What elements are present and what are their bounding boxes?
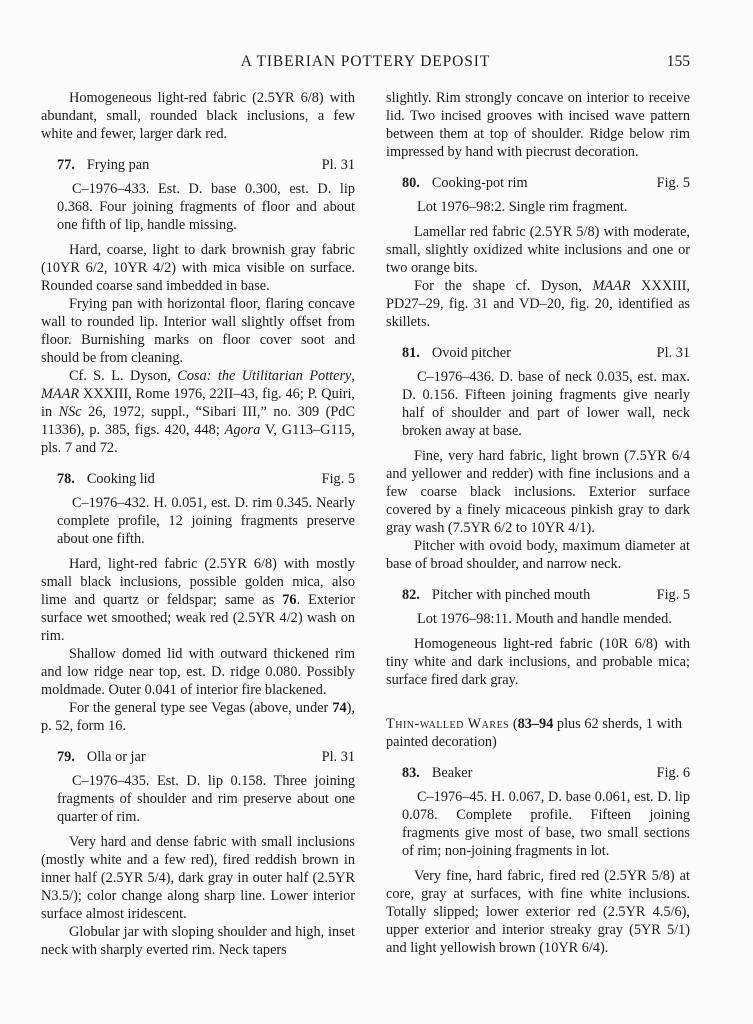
text-segment: 26, 1972, suppl., “Sibari III,” no. 309 (PdC 11336), p. 385, figs. 420, 448; — [41, 404, 355, 438]
entry-number: 78. — [57, 471, 75, 487]
entry-title: Cooking-pot rim — [431, 175, 528, 191]
body-paragraph — [386, 537, 690, 573]
italic-text: MAAR — [592, 278, 631, 294]
page-number: 155 — [666, 53, 690, 70]
text-segment: Frying pan with horizontal floor, flaring concave wall to rounded lip. Interior wall slightly offset from floor. Burnishing marks on floor cover soot and should be from cleaning. — [41, 296, 355, 366]
section-heading — [386, 715, 690, 751]
text-segment: ( — [509, 716, 518, 732]
running-head: A TIBERIAN POTTERY DEPOSIT — [240, 53, 491, 70]
text-segment: XXXIII, PD27–29, fig. 31 and VD–20, fig. 20, identified as skillets. — [386, 278, 691, 330]
catalog-entry-heading — [41, 156, 355, 174]
entry-number: 81. — [402, 345, 420, 361]
text-segment: Globular jar with sloping shoulder and high, inset neck with sharply everted rim. Neck tapers — [41, 924, 355, 958]
bold-text: 76 — [282, 592, 297, 608]
text-column-left — [41, 89, 355, 959]
two-column-text-block — [41, 89, 690, 959]
entry-title: Cooking lid — [86, 471, 155, 487]
text-segment: . Exterior surface wet smoothed; weak red (2.5YR 4/2) wash on rim. — [41, 592, 355, 644]
text-segment: For the shape cf. Dyson, — [414, 278, 593, 294]
catalog-entry-heading — [386, 344, 690, 362]
entry-number: 82. — [402, 587, 420, 603]
text-segment: plus 62 sherds, 1 with painted decoration) — [386, 716, 683, 750]
catalog-description — [402, 198, 690, 216]
text-segment: Lot 1976–98:11. Mouth and handle mended. — [417, 611, 672, 627]
body-paragraph — [41, 241, 355, 295]
catalog-description — [402, 788, 690, 860]
entry-figure-ref: Pl. 31 — [321, 157, 355, 173]
text-segment: Fine, very hard fabric, light brown (7.5YR 6/4 and yellower and redder) with fine inclusions and a few coarse black inclusions. Exterior surface covered by a finely micaceous pinkish gray to dark gray wash (7.5YR 6/2 to 10YR 4/1). — [386, 448, 690, 536]
bold-text: 83–94 — [517, 716, 554, 732]
text-segment: slightly. Rim strongly concave on interior to receive lid. Two incised grooves with incised wave pattern between them at top of shoulder. Ridge below rim impressed by hand with piecrust decoration. — [386, 90, 690, 160]
text-segment: C–1976–433. Est. D. base 0.300, est. D. lip 0.368. Four joining fragments of floor and about one fifth of lip, handle missing. — [57, 181, 355, 233]
catalog-description — [57, 494, 355, 548]
entry-number: 83. — [402, 765, 420, 781]
body-paragraph — [41, 923, 355, 959]
entry-heading-left — [57, 156, 149, 174]
text-segment: ), p. 52, form 16. — [41, 700, 355, 734]
entry-heading-left — [57, 470, 155, 488]
catalog-description — [57, 180, 355, 234]
text-segment: Pitcher with ovoid body, maximum diameter at base of broad shoulder, and narrow neck. — [386, 538, 690, 572]
text-segment: Very hard and dense fabric with small inclusions (mostly white and a few red), fired reddish brown in inner half (2.5YR 5/4), dark gray in outer half (2.5YR N3.5/); color change along sharp line. Lower interior surface almost iridescent. — [41, 834, 355, 922]
body-paragraph — [41, 89, 355, 143]
entry-figure-ref: Fig. 6 — [656, 765, 690, 781]
text-segment: Shallow domed lid with outward thickened rim and low ridge near top, est. D. ridge 0.080. Possibly moldmade. Outer 0.041 of interior fire blackened. — [41, 646, 355, 698]
text-segment: Homogeneous light-red fabric (10R 6/8) with tiny white and dark inclusions, and probable mica; surface fired dark gray. — [386, 636, 690, 688]
body-paragraph — [386, 447, 690, 537]
body-paragraph — [386, 223, 690, 277]
entry-title: Olla or jar — [86, 749, 146, 765]
entry-figure-ref: Pl. 31 — [321, 749, 355, 765]
text-segment: C–1976–432. H. 0.051, est. D. rim 0.345. Nearly complete profile, 12 joining fragments preserve about one fifth. — [57, 495, 355, 547]
italic-text: Cosa: the Utilitarian Pottery — [177, 368, 352, 384]
text-segment: Hard, light-red fabric (2.5YR 6/8) with mostly small black inclusions, possible golden mica, also lime and quartz or feldspar; same as — [41, 556, 355, 608]
text-column-right — [386, 89, 690, 959]
italic-text: MAAR — [41, 386, 80, 402]
catalog-entry-heading — [41, 748, 355, 766]
entry-title: Ovoid pitcher — [431, 345, 511, 361]
italic-text: NSc — [58, 404, 82, 420]
entry-figure-ref: Fig. 5 — [656, 587, 690, 603]
body-paragraph — [386, 635, 690, 689]
entry-title: Pitcher with pinched mouth — [431, 587, 591, 603]
text-segment: , — [351, 368, 355, 384]
body-paragraph — [41, 645, 355, 699]
catalog-entry-heading — [386, 586, 690, 604]
catalog-entry-heading — [386, 174, 690, 192]
catalog-description — [402, 368, 690, 440]
text-segment: Very fine, hard fabric, fired red (2.5YR 5/8) at core, gray at surfaces, with fine white inclusions. Totally slipped; lower exterior red (2.5YR 4.5/6), upper exterior and interior streaky gray (5YR 5/1) and light yellowish brown (10YR 6/4). — [386, 868, 690, 956]
entry-figure-ref: Pl. 31 — [656, 345, 690, 361]
italic-text: Agora — [224, 422, 261, 438]
entry-heading-left — [402, 586, 590, 604]
entry-figure-ref: Fig. 5 — [321, 471, 355, 487]
body-paragraph — [41, 367, 355, 457]
page-header — [41, 53, 690, 71]
text-segment: C–1976–45. H. 0.067, D. base 0.061, est. D. lip 0.078. Complete profile. Fifteen joining fragments give most of base, two small sections of rim; non-joining fragments in lot. — [402, 789, 690, 859]
text-segment: V, G113–G115, pls. 7 and 72. — [41, 422, 355, 456]
body-paragraph — [386, 867, 690, 957]
catalog-description — [57, 772, 355, 826]
text-segment: C–1976–435. Est. D. lip 0.158. Three joining fragments of shoulder and rim preserve about one quarter of rim. — [57, 773, 355, 825]
catalog-entry-heading — [386, 764, 690, 782]
text-segment: Cf. S. L. Dyson, — [69, 368, 178, 384]
text-segment: C–1976–436. D. base of neck 0.035, est. max. D. 0.156. Fifteen joining fragments give nearly half of shoulder and part of lower wall, neck broken away at base. — [402, 369, 690, 439]
catalog-description — [402, 610, 690, 628]
text-segment: Lot 1976–98:2. Single rim fragment. — [417, 199, 628, 215]
body-paragraph — [41, 699, 355, 735]
text-segment: XXXIII, Rome 1976, 22II–43, fig. 46; P. Quiri, in — [41, 386, 355, 420]
text-segment: Hard, coarse, light to dark brownish gray fabric (10YR 6/2, 10YR 4/2) with mica visible on surface. Rounded coarse sand imbedded in base. — [41, 242, 355, 294]
text-segment: For the general type see Vegas (above, under — [69, 700, 333, 716]
body-paragraph — [386, 89, 690, 161]
entry-number: 80. — [402, 175, 420, 191]
entry-heading-left — [402, 174, 528, 192]
smallcaps-heading-text: Thin-walled Wares — [386, 716, 510, 732]
body-paragraph — [41, 833, 355, 923]
entry-number: 79. — [57, 749, 75, 765]
text-segment: Homogeneous light-red fabric (2.5YR 6/8) with abundant, small, rounded black inclusions, a few white and fewer, larger dark red. — [41, 90, 355, 142]
body-paragraph — [41, 295, 355, 367]
entry-heading-left — [402, 764, 472, 782]
body-paragraph — [41, 555, 355, 645]
bold-text: 74 — [332, 700, 347, 716]
entry-title: Frying pan — [86, 157, 150, 173]
entry-title: Beaker — [431, 765, 473, 781]
entry-heading-left — [402, 344, 511, 362]
entry-figure-ref: Fig. 5 — [656, 175, 690, 191]
body-paragraph — [386, 277, 690, 331]
entry-heading-left — [57, 748, 146, 766]
entry-number: 77. — [57, 157, 75, 173]
catalog-entry-heading — [41, 470, 355, 488]
text-segment: Lamellar red fabric (2.5YR 5/8) with moderate, small, slightly oxidized white inclusions and one or two orange bits. — [386, 224, 690, 276]
